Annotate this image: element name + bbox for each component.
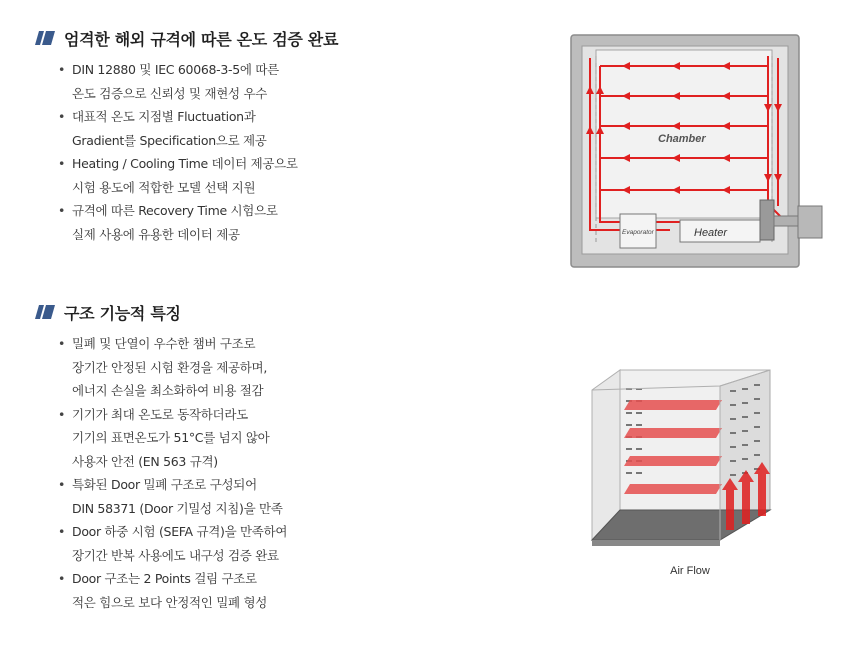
list-item: • 대표적 온도 지점별 Fluctuation과 Gradient를 Specification으로 제공 — [58, 105, 338, 152]
chamber-airflow-diagram — [570, 34, 830, 270]
list-item: • Heating / Cooling Time 데이터 제공으로 시험 용도에 적합한 모델 선택 지원 — [58, 152, 338, 199]
section-title: 엄격한 해외 규격에 따른 온도 검증 완료 — [64, 29, 339, 49]
fan-housing — [760, 200, 774, 240]
list-item: • 특화된 Door 밀폐 구조로 구성되어 DIN 58371 (Door 기밀성 지침)을 만족 — [58, 473, 287, 520]
airflow-3d-diagram — [590, 360, 780, 560]
evaporator-label: Evaporator — [622, 229, 654, 236]
airflow-caption: Air Flow — [670, 565, 710, 577]
list-item: • Door 구조는 2 Points 걸림 구조로 적은 힘으로 보다 안정적인 밀폐 형성 — [58, 567, 287, 614]
section-heading — [34, 300, 287, 324]
slanted-bars-icon — [34, 304, 56, 320]
section-temperature-validation — [34, 26, 338, 246]
list-item: • 규격에 따른 Recovery Time 시험으로 실제 사용에 유용한 데이터 제공 — [58, 199, 338, 246]
bullet-list — [58, 58, 338, 246]
section-title: 구조 기능적 특징 — [64, 303, 181, 323]
list-item: • 밀폐 및 단열이 우수한 챔버 구조로 장기간 안정된 시험 환경을 제공하며, 에너지 손실을 최소화하여 비용 절감 — [58, 332, 287, 403]
section-structural-features — [34, 300, 287, 614]
slanted-bars-icon — [34, 30, 56, 46]
bullet-list — [58, 332, 287, 614]
heater-label: Heater — [694, 227, 728, 239]
list-item: • 기기가 최대 온도로 동작하더라도 기기의 표면온도가 51°C를 넘지 않아 사용자 안전 (EN 563 규격) — [58, 403, 287, 474]
fan-motor — [798, 206, 822, 238]
list-item: • DIN 12880 및 IEC 60068-3-5에 따른 온도 검증으로 신뢰성 및 재현성 우수 — [58, 58, 338, 105]
chamber-label: Chamber — [658, 133, 706, 145]
list-item: • Door 하중 시험 (SEFA 규격)을 만족하여 장기간 반복 사용에도 내구성 검증 완료 — [58, 520, 287, 567]
fan-shaft — [774, 216, 798, 226]
section-heading — [34, 26, 338, 50]
